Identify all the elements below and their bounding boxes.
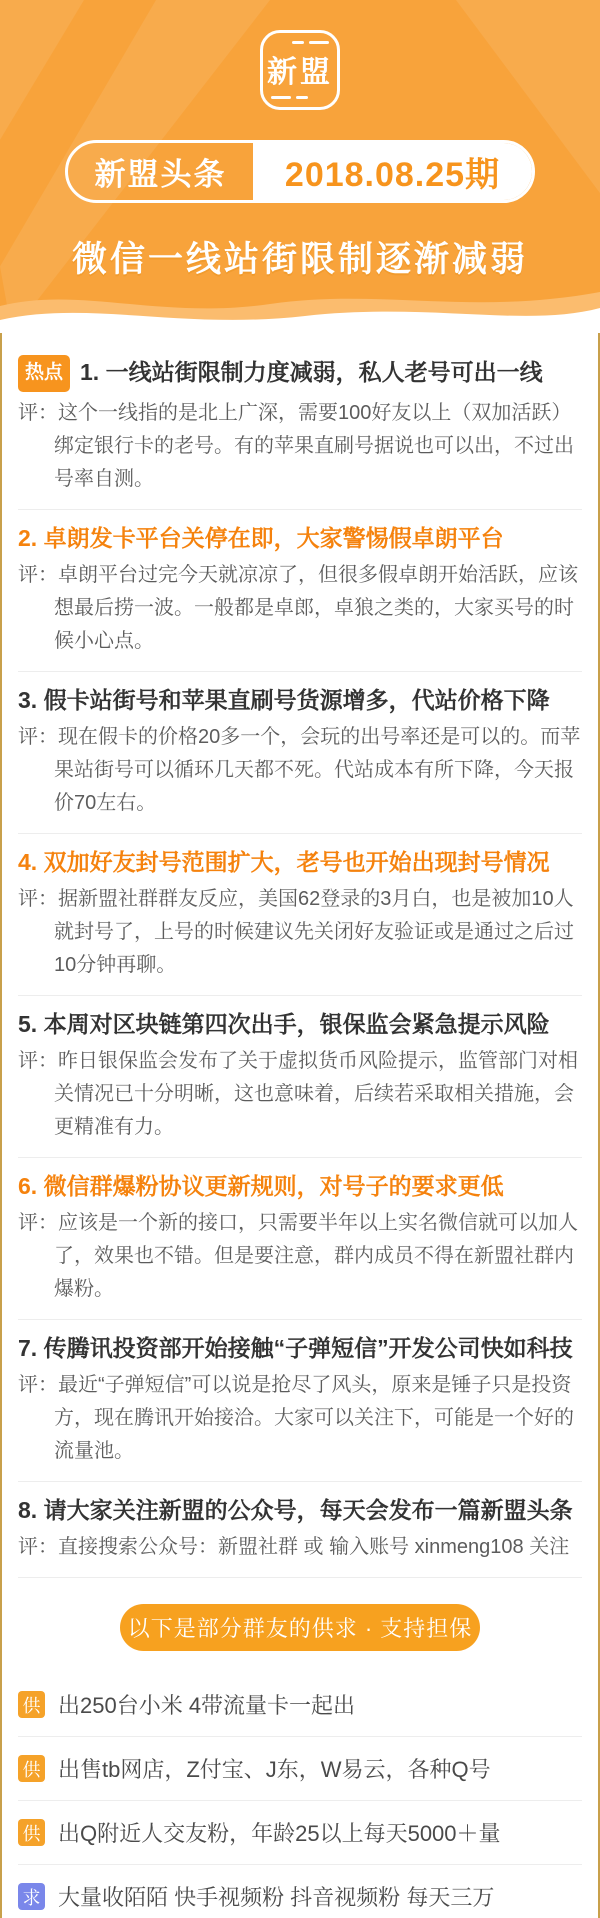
supply-section-button[interactable]: 以下是部分群友的供求 · 支持担保 [120,1604,480,1651]
news-item-3 [18,672,582,834]
listing-text: 出售tb网店，Z付宝、J东，W易云，各种Q号 [58,1757,491,1782]
news-item-comment: 评：卓朗平台过完今天就凉凉了，但很多假卓朗开始活跃，应该想最后捞一波。一般都是卓郎，卓狼之类的，大家买号的时候小心点。 [18,564,578,652]
supply-badge: 供 [18,1691,45,1718]
news-item-6 [18,1158,582,1320]
news-item-comment: 评：据新盟社群群友反应，美国62登录的3月白，也是被加10人就封号了，上号的时候建议先关闭好友验证或是通过之后过10分钟再聊。 [18,888,574,976]
logo-decor-bars [271,41,329,44]
news-item-comment: 评：现在假卡的价格20多一个，会玩的出号率还是可以的。而苹果站街号可以循环几天都不死。代站成本有所下降，今天报价70左右。 [18,726,581,814]
logo-text: 新盟 [267,56,333,90]
hot-badge: 热点 [18,355,70,392]
issue-date: 2018.08.25期 [253,143,532,200]
listing-text: 出250台小米 4带流量卡一起出 [58,1693,356,1718]
content-area [0,333,600,1918]
news-item-1 [18,343,582,510]
supply-badge: 供 [18,1819,45,1846]
news-item-title: 7. 传腾讯投资部开始接触“子弹短信”开发公司快如科技 [18,1335,573,1361]
supply-badge: 供 [18,1755,45,1782]
news-item-comment: 评：这个一线指的是北上广深，需要100好友以上（双加活跃）绑定银行卡的老号。有的苹果直刷号据说也可以出，不过出号率自测。 [18,402,574,490]
listing-row [18,1801,582,1865]
news-item-4 [18,834,582,996]
wave-divider [0,272,600,333]
news-item-2 [18,510,582,672]
news-item-title: 8. 请大家关注新盟的公众号，每天会发布一篇新盟头条 [18,1497,573,1523]
listing-row [18,1673,582,1737]
brand-logo-icon [260,30,340,110]
listing-text: 出Q附近人交友粉，年龄25以上每天5000＋量 [58,1821,501,1846]
news-item-title: 6. 微信群爆粉协议更新规则，对号子的要求更低 [18,1173,504,1199]
logo-decor-bars [271,96,329,99]
news-item-title [18,355,582,392]
listing-row [18,1865,582,1918]
news-item-title: 3. 假卡站街号和苹果直刷号货源增多，代站价格下降 [18,687,550,713]
news-item-title: 4. 双加好友封号范围扩大，老号也开始出现封号情况 [18,849,550,875]
news-item-8 [18,1482,582,1578]
news-item-comment: 评：昨日银保监会发布了关于虚拟货币风险提示，监管部门对相关情况已十分明晰，这也意味着，后续若采取相关措施，会更精准有力。 [18,1050,578,1138]
listing-text: 大量收陌陌 快手视频粉 抖音视频粉 每天三万 [58,1885,495,1910]
demand-badge: 求 [18,1883,45,1910]
listing-row [18,1737,582,1801]
header-banner [0,0,600,333]
main-headline: 微信一线站街限制逐渐减弱 [71,240,528,279]
masthead-pill [65,140,535,203]
news-item-title: 5. 本周对区块链第四次出手，银保监会紧急提示风险 [18,1011,550,1037]
news-item-comment: 评：直接搜索公众号：新盟社群 或 输入账号 xinmeng108 关注 [18,1536,570,1558]
news-item-title: 2. 卓朗发卡平台关停在即，大家警惕假卓朗平台 [18,525,504,551]
news-item-7 [18,1320,582,1482]
news-item-comment: 评：应该是一个新的接口，只需要半年以上实名微信就可以加人了，效果也不错。但是要注意，群内成员不得在新盟社群内爆粉。 [18,1212,578,1300]
news-item-5 [18,996,582,1158]
news-item-comment: 评：最近“子弹短信”可以说是抢尽了风头，原来是锤子只是投资方，现在腾讯开始接洽。大家可以关注下，可能是一个好的流量池。 [18,1374,574,1462]
brand-name: 新盟头条 [94,157,227,192]
news-item-title-text: 1. 一线站街限制力度减弱，私人老号可出一线 [80,359,543,385]
